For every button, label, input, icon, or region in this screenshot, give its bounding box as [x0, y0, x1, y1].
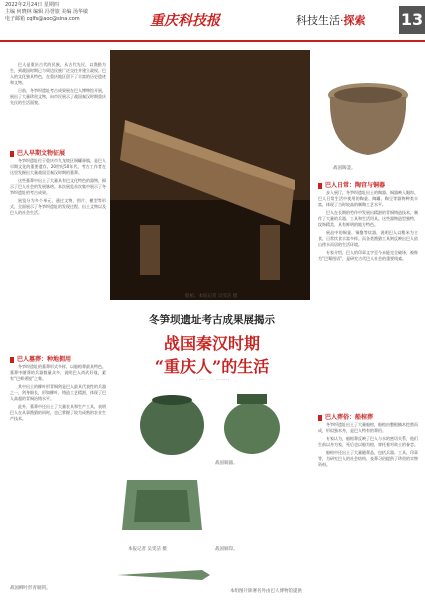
daily-life-text: 步入展厅，冬笋坝遗址出土的陶器、铜器映入眼帘。巴人日常生活中使用的陶釜、陶罐、陶豆等器物种类丰富，体现了当时较高的制陶工艺水平。 巴人在长期的劳作中发展出精湛的青铜铸造技术，制作了大量的兵器、工具和生活用具。这些器物造型独特，纹饰精美，具有鲜明的地方特色。 展品中的铜釜、铜鍪等炊器，说明巴人以稻米为主食，日常饮食丰富多样。而各类渔猎工具则反映出巴人依山傍水而居的生活环境。 专家介绍，巴人的印章文字至今未能完全破译，被称为“巴蜀图语”，是研究古代巴人社会的重要线索。 [318, 190, 418, 261]
burial-text: 冬笋坝遗址出土了大量船棺，船棺由整根楠木挖凿而成，形似独木舟，是巴人特有的葬俗。 专家认为，船棺葬反映了巴人与水的密切关系，他们生前以舟为家，死后也以船为棺，寄托着对故土的眷恋。 船棺中还出土了大量随葬品，包括兵器、工具、印章等，为研究巴人的社会结构、丧葬习俗提供了珍贵的实物资料。 [318, 422, 418, 467]
section-prefix: 科技生活· [296, 14, 344, 27]
bronze-vessels-photo [112, 380, 312, 465]
subheading-tombs [10, 354, 71, 363]
caption-photo-credit: 本组图片除署名外由巴人博物馆提供 [230, 589, 302, 594]
subheading-burial [318, 412, 373, 421]
bronze-sword-photo [112, 555, 212, 595]
editor-credits: 主编 何晓林 编辑 冯誉旅 美编 汤华敏 [5, 9, 88, 15]
caption-bronze-seal: 战国铜印。 [215, 547, 238, 552]
caption-bronze-vessels: 战国铜器。 [215, 461, 238, 466]
pottery-photo [318, 55, 418, 170]
subheading-daily-life-text: 巴人日常：陶宫与铜器 [325, 182, 386, 189]
intro-text: 巴人是重庆古代的民族，从古代先民，以渔猎为生，到战国时期已与周边民族广泛交往并建立政权。巴人的文化独具特色，在重庆地区留下了丰富的历史遗迹和文物。 日前，冬笋坝遗址考古成果展在巴人博物馆开展，展出了大量珍贵文物，向市民展示了战国秦汉时期重庆先民的生活面貌。 [10, 62, 106, 105]
header-meta [5, 2, 88, 23]
subheading-burial-text: 巴人葬俗：船棺葬 [325, 414, 374, 421]
caption-credit-2: 本报记者 吴雯洁 摄 [128, 547, 167, 552]
newspaper-logo: 重庆科技报 [150, 13, 220, 29]
subheading-daily-life [318, 180, 385, 189]
subheading-early-relics [10, 148, 65, 157]
section-name: 探索 [343, 14, 366, 27]
article-headline [112, 312, 312, 386]
section-title [296, 12, 366, 28]
subheading-tombs-text: 巴人墓葬：种地拥用 [17, 356, 72, 363]
tombs-text: 冬笋坝遗址的墓葬形式多样，以船棺葬最具特色。墓葬中随葬的兵器数量众多，说明巴人尚武好战，素有“巴师勇锐”之称。 其中出土的柳叶形青铜剑是巴人最具代表性的兵器之一，剑身细长，形如柳叶，铸造工艺精湛，体现了巴人高超的青铜冶铸水平。 此外，墓葬中还出土了大量农具和生产工具，表明巴人在从事渔猎的同时，也已掌握了较为成熟的农业生产技术。 [10, 364, 106, 421]
early-relics-text: 冬笋坝遗址位于重庆市九龙坡区铜罐驿镇，是巴人早期文化的重要遗存。20世纪50年代，考古工作者在这里发掘出大量战国至秦汉时期的墓葬。 这些墓葬中出土了大量具有巴文化特色的器物，揭示了巴人社会的发展脉络。本次展览首次集中展示了冬笋坝遗址的考古成果。 展览分为多个单元，通过文物、图片、模型等形式，全面展示了冬笋坝遗址的发现过程、出土文物以及巴人的社会生活。 [10, 158, 106, 215]
contact-email: 电子邮箱 cqlfs@aoc@sina.com [5, 16, 80, 22]
headline-kicker: 冬笋坝遗址考古成果展揭示 [149, 314, 275, 326]
caption-pottery: 战国陶釜。 [333, 166, 356, 171]
boat-coffin-photo [110, 50, 310, 300]
caption-sword: 战国柳叶形青铜剑。 [10, 586, 51, 591]
headline-title-line1: 战国秦汉时期 [163, 334, 260, 353]
issue-date: 2022年2月24日 星期四 [5, 2, 59, 8]
bronze-seal-photo [112, 470, 212, 540]
subheading-early-relics-text: 巴人早期文物征展 [17, 150, 66, 157]
headline-title-line2: “重庆人”的生活 [154, 357, 270, 376]
page-number: 13 [399, 6, 425, 34]
caption-boat-coffin: 船棺。本报记者 吴雯洁 摄 [185, 294, 238, 299]
page-header [0, 0, 425, 42]
